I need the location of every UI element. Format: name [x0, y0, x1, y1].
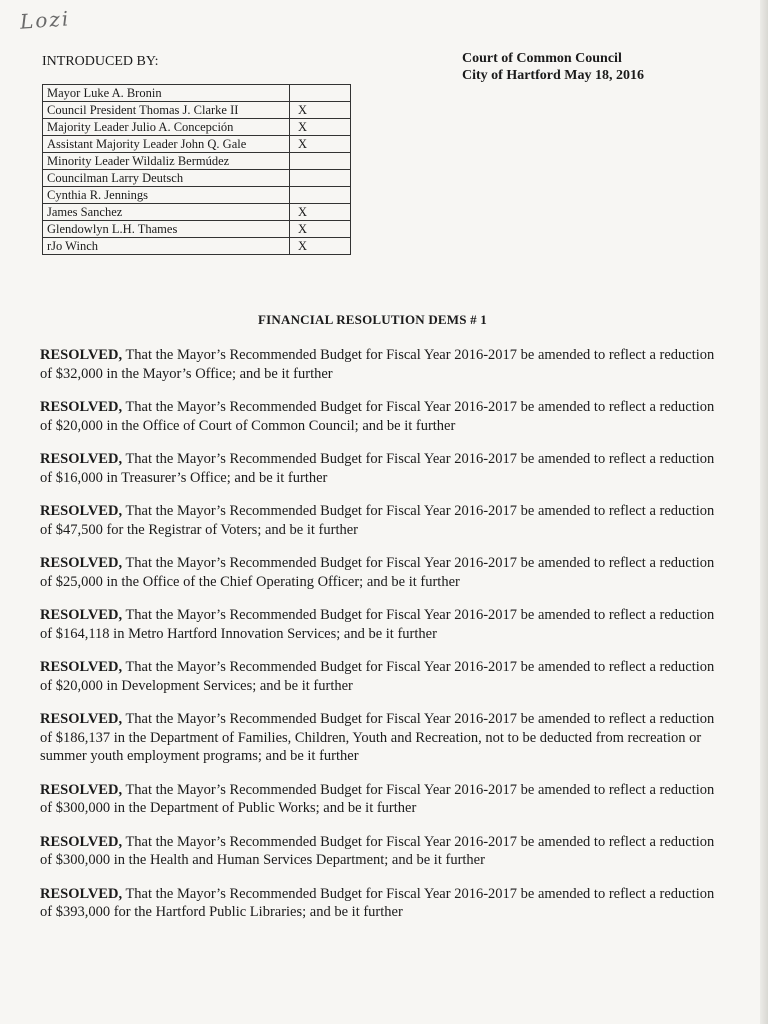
member-mark: X: [290, 119, 351, 136]
member-name: Councilman Larry Deutsch: [43, 170, 290, 187]
member-name: Council President Thomas J. Clarke II: [43, 102, 290, 119]
resolution-paragraph: [40, 450, 720, 487]
member-name: Cynthia R. Jennings: [43, 187, 290, 204]
resolution-text: That the Mayor’s Recommended Budget for Fiscal Year 2016-2017 be amended to reflect a reduction of $300,000 in the Health and Human Services Department; and be it further: [40, 833, 715, 868]
resolution-paragraph: [40, 885, 720, 922]
resolution-text: That the Mayor’s Recommended Budget for Fiscal Year 2016-2017 be amended to reflect a reduction of $393,000 for the Hartford Public Libraries; and be it further: [40, 885, 715, 920]
member-name: Glendowlyn L.H. Thames: [43, 221, 290, 238]
resolved-lead: RESOLVED,: [40, 399, 123, 415]
member-name: James Sanchez: [43, 204, 290, 221]
resolutions-list: [40, 346, 720, 937]
introduced-by-label: INTRODUCED BY:: [42, 54, 159, 69]
resolution-title: FINANCIAL RESOLUTION DEMS # 1: [258, 312, 488, 327]
table-row: [43, 119, 351, 136]
table-row: [43, 221, 351, 238]
resolution-paragraph: [40, 502, 720, 539]
resolution-text: That the Mayor’s Recommended Budget for Fiscal Year 2016-2017 be amended to reflect a reduction of $32,000 in the Mayor’s Office; and be it further: [40, 347, 715, 382]
resolution-text: That the Mayor’s Recommended Budget for Fiscal Year 2016-2017 be amended to reflect a reduction of $47,500 for the Registrar of Voters; and be it further: [40, 503, 715, 538]
resolution-paragraph: [40, 554, 720, 591]
table-row: [43, 85, 351, 102]
resolution-paragraph: [40, 658, 720, 695]
resolution-text: That the Mayor’s Recommended Budget for Fiscal Year 2016-2017 be amended to reflect a reduction of $20,000 in Development Services; and be it further: [40, 659, 715, 694]
member-name: rJo Winch: [43, 238, 290, 255]
resolution-text: That the Mayor’s Recommended Budget for Fiscal Year 2016-2017 be amended to reflect a reduction of $20,000 in the Office of Court of Common Council; and be it further: [40, 399, 715, 434]
resolution-paragraph: [40, 710, 720, 766]
resolution-paragraph: [40, 398, 720, 435]
court-name: Court of Common Council: [462, 51, 622, 66]
table-row: [43, 136, 351, 153]
table-row: [43, 153, 351, 170]
handwritten-note: Lozi: [19, 6, 72, 34]
resolution-paragraph: [40, 606, 720, 643]
member-mark: X: [290, 204, 351, 221]
member-mark: X: [290, 221, 351, 238]
member-name: Majority Leader Julio A. Concepción: [43, 119, 290, 136]
member-name: Assistant Majority Leader John Q. Gale: [43, 136, 290, 153]
member-mark: X: [290, 102, 351, 119]
member-mark: [290, 187, 351, 204]
member-mark: [290, 153, 351, 170]
member-mark: X: [290, 238, 351, 255]
member-mark: [290, 170, 351, 187]
resolution-text: That the Mayor’s Recommended Budget for Fiscal Year 2016-2017 be amended to reflect a reduction of $16,000 in Treasurer’s Office; and be it further: [40, 451, 715, 486]
table-row: [43, 187, 351, 204]
resolved-lead: RESOLVED,: [40, 451, 123, 467]
resolved-lead: RESOLVED,: [40, 503, 123, 519]
resolution-paragraph: [40, 346, 720, 383]
member-mark: X: [290, 136, 351, 153]
member-mark: [290, 85, 351, 102]
resolution-text: That the Mayor’s Recommended Budget for Fiscal Year 2016-2017 be amended to reflect a reduction of $186,137 in the Department of Families, Children, Youth and Recreation, not to be deducted from recreation or summer youth employment programs; and be it further: [40, 711, 715, 764]
sponsors-table: [42, 84, 351, 255]
resolution-text: That the Mayor’s Recommended Budget for Fiscal Year 2016-2017 be amended to reflect a reduction of $25,000 in the Office of the Chief Operating Officer; and be it further: [40, 555, 715, 590]
resolution-text: That the Mayor’s Recommended Budget for Fiscal Year 2016-2017 be amended to reflect a reduction of $164,118 in Metro Hartford Innovation Services; and be it further: [40, 607, 715, 642]
resolution-paragraph: [40, 833, 720, 870]
resolved-lead: RESOLVED,: [40, 885, 123, 902]
table-row: [43, 238, 351, 255]
scan-edge: [760, 0, 768, 1024]
resolved-lead: RESOLVED,: [40, 833, 123, 850]
court-header: [462, 50, 644, 84]
court-city-date: City of Hartford May 18, 2016: [462, 68, 644, 83]
resolved-lead: RESOLVED,: [40, 607, 123, 623]
resolved-lead: RESOLVED,: [40, 659, 123, 675]
member-name: Mayor Luke A. Bronin: [43, 85, 290, 102]
resolved-lead: RESOLVED,: [40, 781, 123, 798]
resolution-paragraph: [40, 781, 720, 818]
member-name: Minority Leader Wildaliz Bermúdez: [43, 153, 290, 170]
table-row: [43, 170, 351, 187]
table-row: [43, 204, 351, 221]
resolved-lead: RESOLVED,: [40, 347, 123, 363]
resolution-text: That the Mayor’s Recommended Budget for Fiscal Year 2016-2017 be amended to reflect a reduction of $300,000 in the Department of Public Works; and be it further: [40, 781, 715, 816]
table-row: [43, 102, 351, 119]
resolved-lead: RESOLVED,: [40, 555, 123, 571]
resolved-lead: RESOLVED,: [40, 711, 123, 727]
